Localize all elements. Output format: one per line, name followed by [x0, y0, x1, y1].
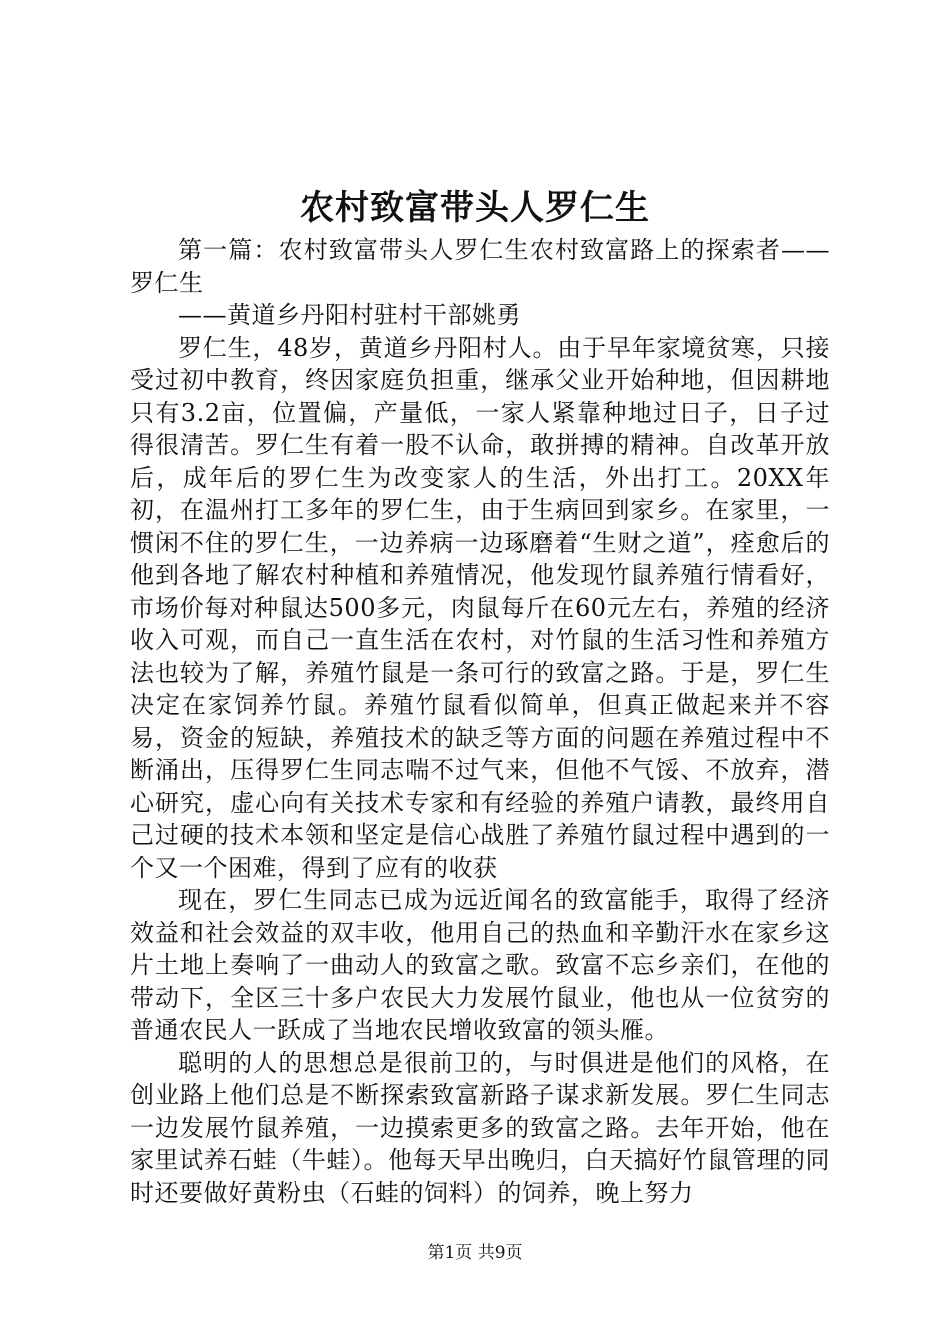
paragraph-author-line: ——黄道乡丹阳村驻村干部姚勇	[178, 301, 521, 329]
document-title: 农村致富带头人罗仁生	[300, 188, 650, 228]
paragraph-exploration: 聪明的人的思想总是很前卫的，与时俱进是他们的风格，在创业路上他们总是不断探索致富新路子谋求新发展。罗仁生同志一边发展竹鼠养殖，一边摸索更多的致富之路。去年开始，他在家里试养石蛙（牛蛙）。他每天早出晚归，白天搞好竹鼠管理的同时还要做好黄粉虫（石蛙的饲料）的饲养，晚上努力	[130, 1048, 830, 1207]
paragraph-chapter-heading: 第一篇：农村致富带头人罗仁生农村致富路上的探索者——罗仁生	[130, 236, 830, 297]
page-footer: 第1页 共9页	[427, 1243, 523, 1263]
document-body	[130, 234, 830, 1209]
paragraph-achievement: 现在，罗仁生同志已成为远近闻名的致富能手，取得了经济效益和社会效益的双丰收，他用自己的热血和辛勤汗水在家乡这片土地上奏响了一曲动人的致富之歌。致富不忘乡亲们，在他的带动下，全区三十多户农民大力发展竹鼠业，他也从一位贫穷的普通农民人一跃成了当地农民增收致富的领头雁。	[130, 886, 830, 1044]
paragraph-background: 罗仁生，48岁，黄道乡丹阳村人。由于早年家境贫寒，只接受过初中教育，终因家庭负担重，继承父业开始种地，但因耕地只有3.2亩，位置偏，产量低，一家人紧靠种地过日子，日子过得很清苦。罗仁生有着一股不认命，敢拼搏的精神。自改革开放后，成年后的罗仁生为改变家人的生活，外出打工。20XX年初，在温州打工多年的罗仁生，由于生病回到家乡。在家里，一惯闲不住的罗仁生，一边养病一边琢磨着“生财之道”，痊愈后的他到各地了解农村种植和养殖情况，他发现竹鼠养殖行情看好，市场价每对种鼠达500多元，肉鼠每斤在60元左右，养殖的经济收入可观，而自己一直生活在农村，对竹鼠的生活习性和养殖方法也较为了解，养殖竹鼠是一条可行的致富之路。于是，罗仁生决定在家饲养竹鼠。养殖竹鼠看似简单，但真正做起来并不容易，资金的短缺，养殖技术的缺乏等方面的问题在养殖过程中不断涌出，压得罗仁生同志喘不过气来，但他不气馁、不放弃，潜心研究，虚心向有关技术专家和有经验的养殖户请教，最终用自己过硬的技术本领和坚定是信心战胜了养殖竹鼠过程中遇到的一个又一个困难，得到了应有的收获	[130, 333, 830, 882]
